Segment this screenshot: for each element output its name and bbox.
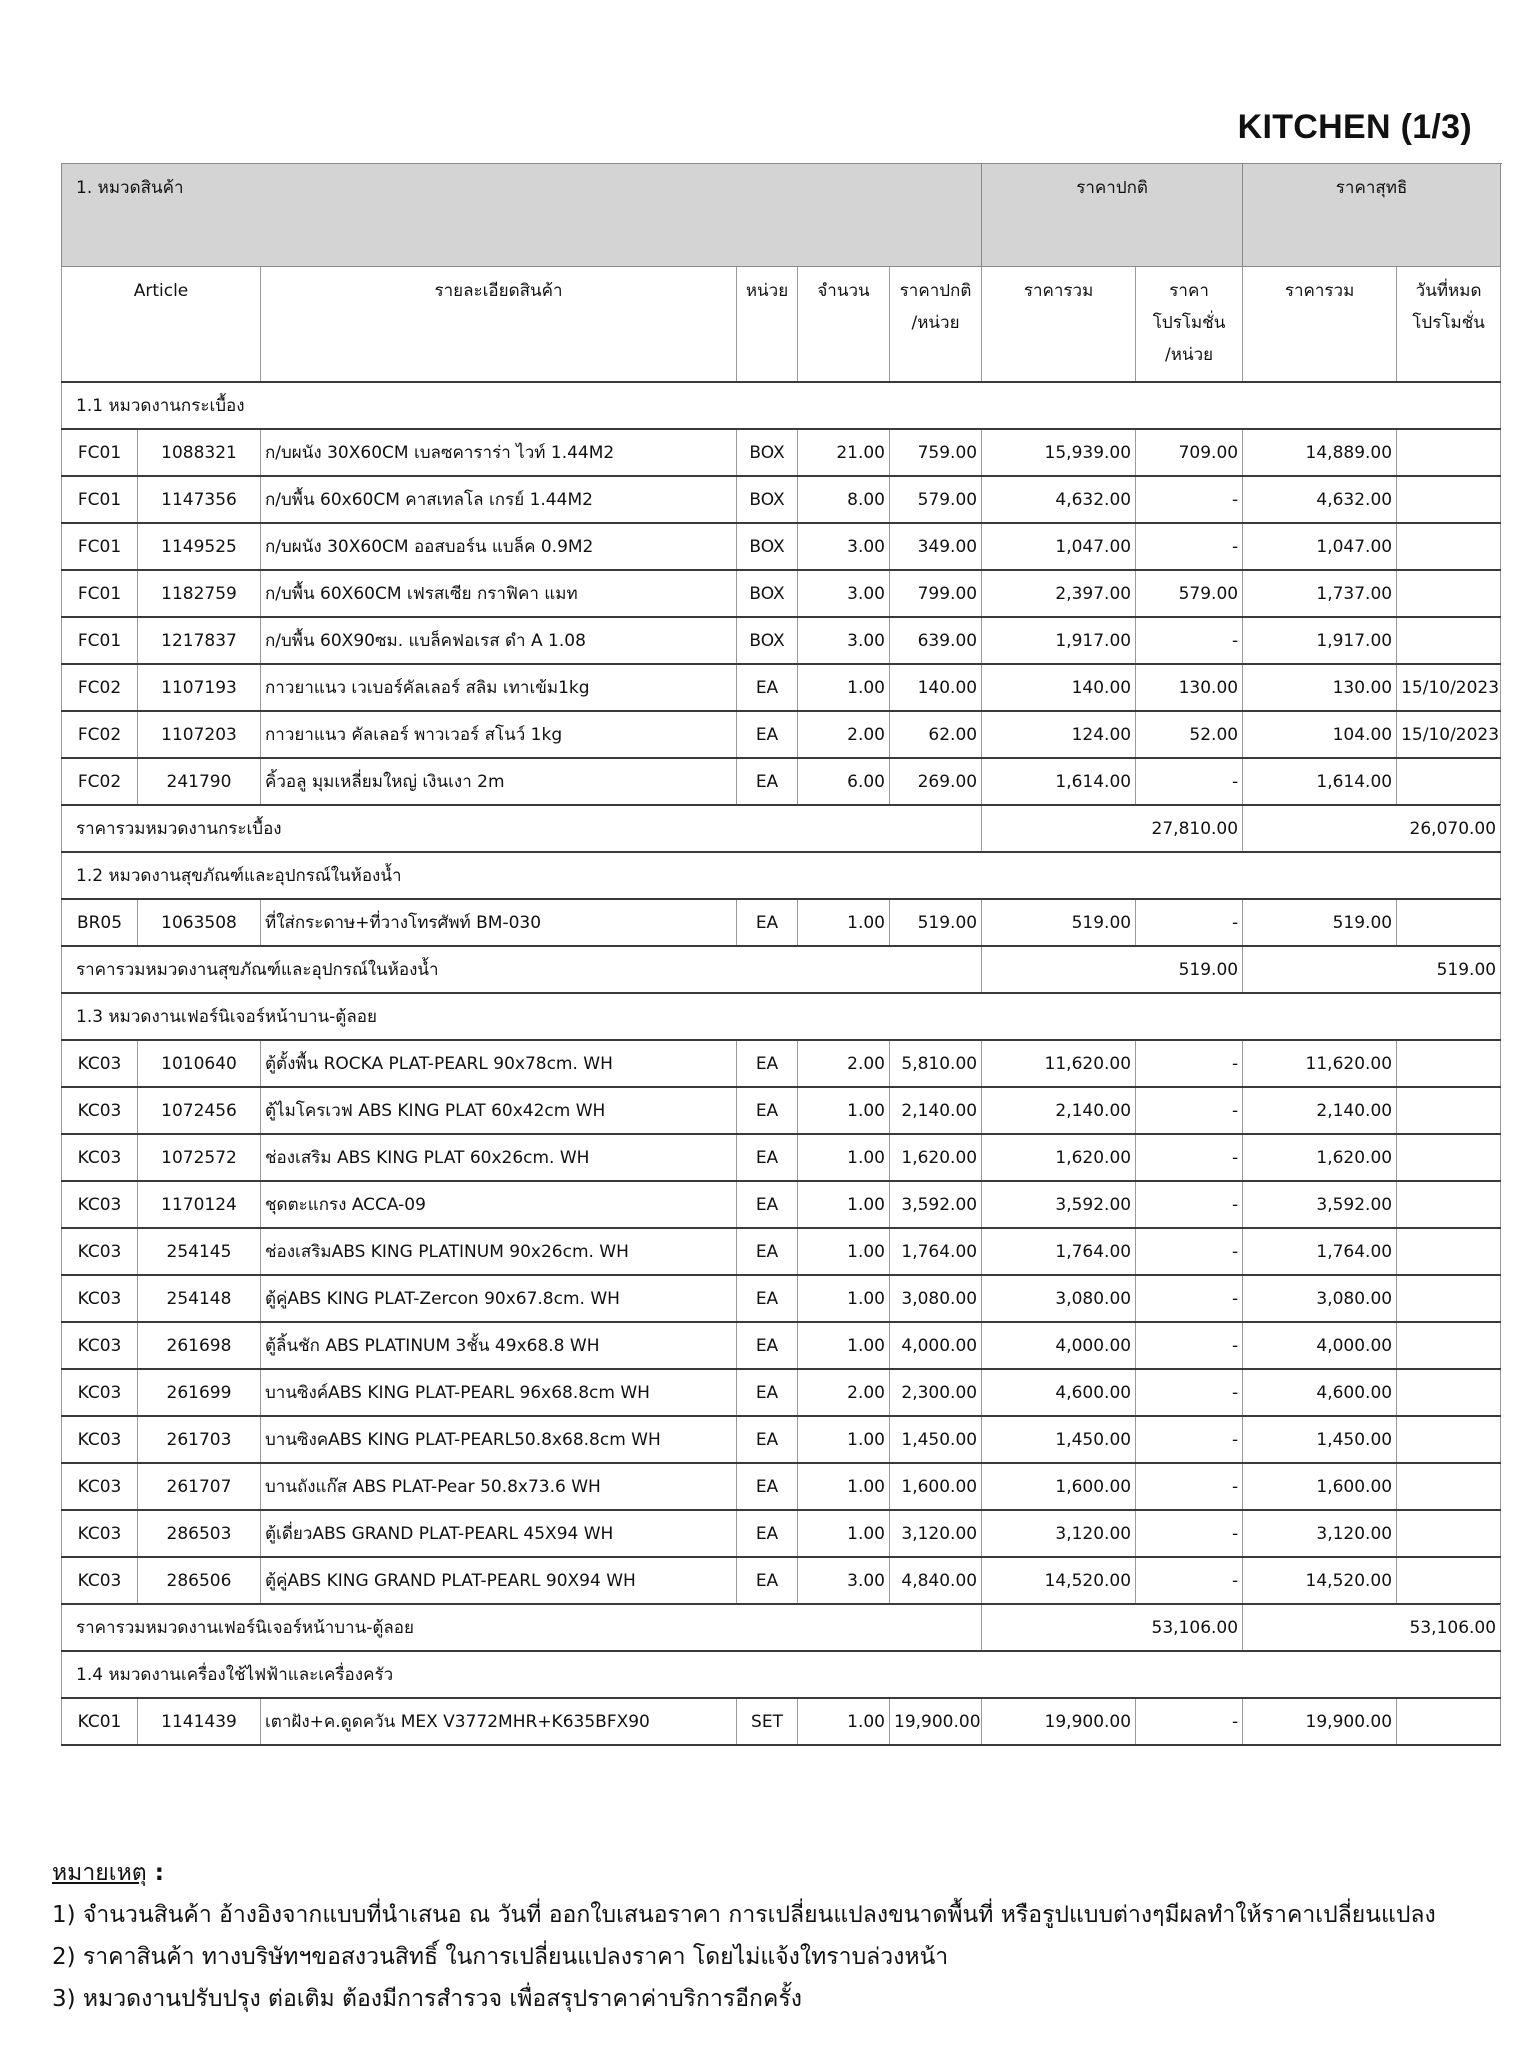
category-header: 1. หมวดสินค้า	[62, 164, 982, 267]
item-description: ก/บผนัง 30X60CM เบลซคาราร่า ไวท์ 1.44M2	[261, 429, 737, 476]
item-promo-price: -	[1136, 1698, 1243, 1745]
item-promo-price: -	[1136, 1510, 1243, 1557]
item-description: ตู้คู่ABS KING GRAND PLAT-PEARL 90X94 WH	[261, 1557, 737, 1604]
table-row	[62, 1181, 1501, 1228]
item-unit: EA	[737, 711, 798, 758]
item-description: กาวยาแนว เวเบอร์คัลเลอร์ สลิม เทาเข้ม1kg	[261, 664, 737, 711]
item-total: 19,900.00	[982, 1698, 1136, 1745]
subtotal-net: 519.00	[1243, 946, 1501, 993]
item-article: 1217837	[138, 617, 261, 664]
item-unit: EA	[737, 1134, 798, 1181]
item-promo-expire	[1397, 1181, 1501, 1228]
item-description: ก/บพื้น 60X90ซม. แบล็คฟอเรส ดำ A 1.08	[261, 617, 737, 664]
item-unit-price: 579.00	[890, 476, 982, 523]
item-promo-price: -	[1136, 1228, 1243, 1275]
item-promo-price: -	[1136, 1040, 1243, 1087]
item-code: FC01	[62, 617, 138, 664]
item-description: กาวยาแนว คัลเลอร์ พาวเวอร์ สโนว์ 1kg	[261, 711, 737, 758]
item-article: 1072572	[138, 1134, 261, 1181]
item-qty: 3.00	[798, 570, 890, 617]
table-row	[62, 523, 1501, 570]
item-total: 140.00	[982, 664, 1136, 711]
col-expire-line2: โปรโมชั่น	[1412, 313, 1485, 333]
item-unit-price: 349.00	[890, 523, 982, 570]
item-total: 14,520.00	[982, 1557, 1136, 1604]
table-row	[62, 1463, 1501, 1510]
col-article: Article	[62, 267, 261, 383]
col-promo-line1: ราคา	[1169, 281, 1209, 301]
item-qty: 21.00	[798, 429, 890, 476]
item-code: KC03	[62, 1134, 138, 1181]
item-code: KC03	[62, 1557, 138, 1604]
item-net-total: 19,900.00	[1243, 1698, 1397, 1745]
item-qty: 6.00	[798, 758, 890, 805]
item-promo-price: 52.00	[1136, 711, 1243, 758]
item-net-total: 1,764.00	[1243, 1228, 1397, 1275]
item-description: ตู้ไมโครเวฟ ABS KING PLAT 60x42cm WH	[261, 1087, 737, 1134]
category-row	[62, 852, 1501, 899]
item-article: 1141439	[138, 1698, 261, 1745]
item-description: ก/บผนัง 30X60CM ออสบอร์น แบล็ค 0.9M2	[261, 523, 737, 570]
item-code: KC03	[62, 1040, 138, 1087]
item-description: ช่องเสริมABS KING PLATINUM 90x26cm. WH	[261, 1228, 737, 1275]
item-article: 261699	[138, 1369, 261, 1416]
item-promo-expire	[1397, 1275, 1501, 1322]
item-net-total: 11,620.00	[1243, 1040, 1397, 1087]
item-promo-expire: 15/10/2023	[1397, 664, 1501, 711]
item-qty: 2.00	[798, 1040, 890, 1087]
item-unit: BOX	[737, 523, 798, 570]
col-net-total: ราคารวม	[1243, 267, 1397, 383]
item-qty: 3.00	[798, 1557, 890, 1604]
item-net-total: 3,592.00	[1243, 1181, 1397, 1228]
item-total: 124.00	[982, 711, 1136, 758]
item-promo-expire	[1397, 617, 1501, 664]
col-total: ราคารวม	[982, 267, 1136, 383]
column-header-row	[62, 267, 1501, 383]
item-article: 286503	[138, 1510, 261, 1557]
subtotal-label: ราคารวมหมวดงานเฟอร์นิเจอร์หน้าบาน-ตู้ลอย	[62, 1604, 982, 1651]
item-unit-price: 4,840.00	[890, 1557, 982, 1604]
item-net-total: 1,737.00	[1243, 570, 1397, 617]
item-unit: EA	[737, 1369, 798, 1416]
table-row	[62, 1040, 1501, 1087]
table-row	[62, 664, 1501, 711]
table-row	[62, 899, 1501, 946]
notes-heading: หมายเหตุ	[52, 1860, 147, 1886]
note-item: 2) ราคาสินค้า ทางบริษัทฯขอสงวนสิทธิ์ ในการเปลี่ยนแปลงราคา โดยไม่แจ้งใทราบล่วงหน้า	[52, 1944, 949, 1970]
item-qty: 1.00	[798, 1228, 890, 1275]
item-article: 241790	[138, 758, 261, 805]
item-qty: 1.00	[798, 1134, 890, 1181]
item-promo-price: -	[1136, 758, 1243, 805]
item-unit-price: 3,120.00	[890, 1510, 982, 1557]
item-promo-expire	[1397, 758, 1501, 805]
item-unit: BOX	[737, 617, 798, 664]
note-item: 1) จำนวนสินค้า อ้างอิงจากแบบที่นำเสนอ ณ วันที่ ออกใบเสนอราคา การเปลี่ยนแปลงขนาดพื้นที่ หรือรูปแบบต่างๆมีผลทำให้ราคาเปลี่ยนแปลง	[52, 1902, 1436, 1928]
item-description: คิ้วอลู มุมเหลี่ยมใหญ่ เงินเงา 2m	[261, 758, 737, 805]
item-promo-expire	[1397, 429, 1501, 476]
item-code: KC03	[62, 1087, 138, 1134]
item-promo-price: -	[1136, 1369, 1243, 1416]
table-row	[62, 476, 1501, 523]
item-promo-expire	[1397, 1463, 1501, 1510]
item-promo-price: -	[1136, 1275, 1243, 1322]
item-unit-price: 3,592.00	[890, 1181, 982, 1228]
item-article: 261698	[138, 1322, 261, 1369]
subtotal-total: 519.00	[982, 946, 1243, 993]
item-unit: EA	[737, 1557, 798, 1604]
table-row	[62, 1698, 1501, 1745]
table-row	[62, 1557, 1501, 1604]
table-row	[62, 1228, 1501, 1275]
item-description: เตาฝัง+ค.ดูดควัน MEX V3772MHR+K635BFX90	[261, 1698, 737, 1745]
item-promo-price: -	[1136, 1087, 1243, 1134]
col-promo-line3: /หน่วย	[1165, 345, 1214, 365]
item-unit: EA	[737, 1275, 798, 1322]
col-promo-line2: โปรโมชั่น	[1152, 313, 1226, 333]
item-unit: EA	[737, 1510, 798, 1557]
item-code: KC03	[62, 1322, 138, 1369]
item-code: FC02	[62, 664, 138, 711]
col-description: รายละเอียดสินค้า	[261, 267, 737, 383]
item-description: ตู้ลิ้นชัก ABS PLATINUM 3ชั้น 49x68.8 WH	[261, 1322, 737, 1369]
item-unit: BOX	[737, 429, 798, 476]
col-unit: หน่วย	[737, 267, 798, 383]
item-net-total: 3,120.00	[1243, 1510, 1397, 1557]
item-unit: EA	[737, 899, 798, 946]
item-unit-price: 799.00	[890, 570, 982, 617]
item-net-total: 14,889.00	[1243, 429, 1397, 476]
table-row	[62, 1275, 1501, 1322]
col-promo-price	[1136, 267, 1243, 383]
item-total: 1,600.00	[982, 1463, 1136, 1510]
item-unit: EA	[737, 1040, 798, 1087]
item-qty: 1.00	[798, 664, 890, 711]
item-promo-expire	[1397, 899, 1501, 946]
item-qty: 1.00	[798, 1698, 890, 1745]
subtotal-net: 53,106.00	[1243, 1604, 1501, 1651]
item-unit-price: 1,600.00	[890, 1463, 982, 1510]
item-code: FC01	[62, 476, 138, 523]
col-unit-price-line2: /หน่วย	[911, 313, 960, 333]
item-unit-price: 19,900.00	[890, 1698, 982, 1745]
item-qty: 3.00	[798, 617, 890, 664]
header-band	[62, 164, 1501, 267]
item-code: KC03	[62, 1228, 138, 1275]
item-net-total: 104.00	[1243, 711, 1397, 758]
item-net-total: 4,600.00	[1243, 1369, 1397, 1416]
item-promo-expire	[1397, 1557, 1501, 1604]
table-row	[62, 1134, 1501, 1181]
item-promo-price: -	[1136, 1557, 1243, 1604]
item-net-total: 14,520.00	[1243, 1557, 1397, 1604]
item-promo-price: 709.00	[1136, 429, 1243, 476]
category-row	[62, 993, 1501, 1040]
item-article: 254148	[138, 1275, 261, 1322]
subtotal-label: ราคารวมหมวดงานกระเบื้อง	[62, 805, 982, 852]
item-code: FC01	[62, 429, 138, 476]
item-total: 4,600.00	[982, 1369, 1136, 1416]
item-unit: EA	[737, 758, 798, 805]
table-row	[62, 1322, 1501, 1369]
item-total: 15,939.00	[982, 429, 1136, 476]
item-unit: EA	[737, 1087, 798, 1134]
item-qty: 1.00	[798, 1416, 890, 1463]
category-title: 1.3 หมวดงานเฟอร์นิเจอร์หน้าบาน-ตู้ลอย	[62, 993, 1501, 1040]
item-total: 4,632.00	[982, 476, 1136, 523]
category-row	[62, 382, 1501, 429]
item-promo-price: -	[1136, 1463, 1243, 1510]
normal-price-header: ราคาปกติ	[982, 164, 1243, 267]
item-unit: EA	[737, 664, 798, 711]
item-article: 261707	[138, 1463, 261, 1510]
item-code: KC03	[62, 1275, 138, 1322]
category-row	[62, 1651, 1501, 1698]
item-article: 1072456	[138, 1087, 261, 1134]
item-code: KC03	[62, 1181, 138, 1228]
item-net-total: 4,000.00	[1243, 1322, 1397, 1369]
item-promo-expire	[1397, 1228, 1501, 1275]
item-article: 1010640	[138, 1040, 261, 1087]
table-row	[62, 617, 1501, 664]
item-description: ชุดตะแกรง ACCA-09	[261, 1181, 737, 1228]
item-net-total: 3,080.00	[1243, 1275, 1397, 1322]
subtotal-total: 53,106.00	[982, 1604, 1243, 1651]
table-row	[62, 1369, 1501, 1416]
item-promo-price: -	[1136, 523, 1243, 570]
item-unit-price: 4,000.00	[890, 1322, 982, 1369]
item-code: FC01	[62, 523, 138, 570]
item-promo-price: -	[1136, 476, 1243, 523]
item-net-total: 1,614.00	[1243, 758, 1397, 805]
item-description: ก/บพื้น 60x60CM คาสเทลโล เกรย์ 1.44M2	[261, 476, 737, 523]
item-total: 1,450.00	[982, 1416, 1136, 1463]
table-row	[62, 711, 1501, 758]
item-article: 286506	[138, 1557, 261, 1604]
item-unit-price: 519.00	[890, 899, 982, 946]
item-unit-price: 639.00	[890, 617, 982, 664]
subtotal-label: ราคารวมหมวดงานสุขภัณฑ์และอุปกรณ์ในห้องน้ำ	[62, 946, 982, 993]
notes	[52, 1852, 1436, 2020]
item-description: ตู้ตั้งพื้น ROCKA PLAT-PEARL 90x78cm. WH	[261, 1040, 737, 1087]
quotation-table	[61, 163, 1501, 1746]
item-unit-price: 2,140.00	[890, 1087, 982, 1134]
item-qty: 1.00	[798, 1510, 890, 1557]
item-unit-price: 5,810.00	[890, 1040, 982, 1087]
item-promo-price: -	[1136, 1134, 1243, 1181]
subtotal-total: 27,810.00	[982, 805, 1243, 852]
item-promo-expire	[1397, 1416, 1501, 1463]
item-unit: EA	[737, 1181, 798, 1228]
item-total: 2,140.00	[982, 1087, 1136, 1134]
item-promo-expire	[1397, 1040, 1501, 1087]
item-unit-price: 3,080.00	[890, 1275, 982, 1322]
item-unit-price: 1,450.00	[890, 1416, 982, 1463]
item-code: KC03	[62, 1369, 138, 1416]
col-unit-price-line1: ราคาปกติ	[899, 281, 972, 301]
item-qty: 1.00	[798, 1275, 890, 1322]
item-unit-price: 1,620.00	[890, 1134, 982, 1181]
item-net-total: 2,140.00	[1243, 1087, 1397, 1134]
item-description: บานถังแก๊ส ABS PLAT-Pear 50.8x73.6 WH	[261, 1463, 737, 1510]
category-title: 1.2 หมวดงานสุขภัณฑ์และอุปกรณ์ในห้องน้ำ	[62, 852, 1501, 899]
col-unit-price	[890, 267, 982, 383]
item-promo-expire	[1397, 1134, 1501, 1181]
item-qty: 3.00	[798, 523, 890, 570]
item-article: 1149525	[138, 523, 261, 570]
item-promo-price: -	[1136, 617, 1243, 664]
item-promo-expire	[1397, 476, 1501, 523]
item-code: KC03	[62, 1416, 138, 1463]
item-total: 1,620.00	[982, 1134, 1136, 1181]
item-article: 1147356	[138, 476, 261, 523]
item-promo-price: -	[1136, 1416, 1243, 1463]
item-unit: SET	[737, 1698, 798, 1745]
item-promo-expire	[1397, 1369, 1501, 1416]
item-code: KC03	[62, 1463, 138, 1510]
item-total: 3,080.00	[982, 1275, 1136, 1322]
item-unit-price: 269.00	[890, 758, 982, 805]
item-description: ตู้เดี่ยวABS GRAND PLAT-PEARL 45X94 WH	[261, 1510, 737, 1557]
item-net-total: 1,600.00	[1243, 1463, 1397, 1510]
item-net-total: 4,632.00	[1243, 476, 1397, 523]
item-promo-expire	[1397, 523, 1501, 570]
table-row	[62, 570, 1501, 617]
item-promo-expire	[1397, 1322, 1501, 1369]
item-article: 261703	[138, 1416, 261, 1463]
item-qty: 1.00	[798, 1322, 890, 1369]
item-qty: 1.00	[798, 1463, 890, 1510]
table-row	[62, 1087, 1501, 1134]
item-code: FC01	[62, 570, 138, 617]
item-description: ช่องเสริม ABS KING PLAT 60x26cm. WH	[261, 1134, 737, 1181]
item-qty: 1.00	[798, 1181, 890, 1228]
item-code: KC01	[62, 1698, 138, 1745]
subtotal-row	[62, 805, 1501, 852]
item-promo-expire: 15/10/2023	[1397, 711, 1501, 758]
item-article: 1182759	[138, 570, 261, 617]
item-code: BR05	[62, 899, 138, 946]
item-total: 519.00	[982, 899, 1136, 946]
item-total: 11,620.00	[982, 1040, 1136, 1087]
item-code: FC02	[62, 758, 138, 805]
item-promo-price: 579.00	[1136, 570, 1243, 617]
item-promo-price: -	[1136, 1322, 1243, 1369]
item-promo-price: 130.00	[1136, 664, 1243, 711]
table-row	[62, 758, 1501, 805]
item-qty: 1.00	[798, 1087, 890, 1134]
item-qty: 2.00	[798, 1369, 890, 1416]
item-unit-price: 62.00	[890, 711, 982, 758]
item-total: 1,764.00	[982, 1228, 1136, 1275]
col-expire-line1: วันที่หมด	[1415, 281, 1482, 301]
subtotal-row	[62, 946, 1501, 993]
net-price-header: ราคาสุทธิ	[1243, 164, 1501, 267]
table-row	[62, 1510, 1501, 1557]
item-unit: EA	[737, 1463, 798, 1510]
note-item: 3) หมวดงานปรับปรุง ต่อเติม ต้องมีการสำรวจ เพื่อสรุปราคาค่าบริการอีกครั้ง	[52, 1986, 802, 2012]
item-promo-expire	[1397, 1087, 1501, 1134]
item-promo-expire	[1397, 570, 1501, 617]
notes-heading-line	[52, 1852, 1436, 1894]
item-net-total: 1,450.00	[1243, 1416, 1397, 1463]
item-unit: BOX	[737, 570, 798, 617]
table-row	[62, 429, 1501, 476]
item-net-total: 1,917.00	[1243, 617, 1397, 664]
item-promo-expire	[1397, 1510, 1501, 1557]
item-article: 1107203	[138, 711, 261, 758]
item-article: 1088321	[138, 429, 261, 476]
item-unit-price: 1,764.00	[890, 1228, 982, 1275]
subtotal-net: 26,070.00	[1243, 805, 1501, 852]
item-code: FC02	[62, 711, 138, 758]
item-total: 1,917.00	[982, 617, 1136, 664]
item-net-total: 1,047.00	[1243, 523, 1397, 570]
item-description: บานซิงคABS KING PLAT-PEARL50.8x68.8cm WH	[261, 1416, 737, 1463]
item-total: 3,120.00	[982, 1510, 1136, 1557]
item-qty: 8.00	[798, 476, 890, 523]
item-unit-price: 140.00	[890, 664, 982, 711]
item-net-total: 130.00	[1243, 664, 1397, 711]
item-promo-price: -	[1136, 1181, 1243, 1228]
item-total: 1,614.00	[982, 758, 1136, 805]
item-article: 1063508	[138, 899, 261, 946]
item-net-total: 519.00	[1243, 899, 1397, 946]
item-description: บานซิงค์ABS KING PLAT-PEARL 96x68.8cm WH	[261, 1369, 737, 1416]
item-description: ตู้คู่ABS KING PLAT-Zercon 90x67.8cm. WH	[261, 1275, 737, 1322]
item-promo-expire	[1397, 1698, 1501, 1745]
page-title: KITCHEN (1/3)	[1237, 108, 1472, 146]
item-promo-price: -	[1136, 899, 1243, 946]
item-unit: EA	[737, 1416, 798, 1463]
item-description: ก/บพื้น 60X60CM เฟรสเซีย กราฟิคา แมท	[261, 570, 737, 617]
item-unit: EA	[737, 1322, 798, 1369]
item-unit: BOX	[737, 476, 798, 523]
item-net-total: 1,620.00	[1243, 1134, 1397, 1181]
col-promo-expire	[1397, 267, 1501, 383]
item-unit: EA	[737, 1228, 798, 1275]
notes-colon: :	[146, 1860, 164, 1886]
item-total: 3,592.00	[982, 1181, 1136, 1228]
item-article: 1107193	[138, 664, 261, 711]
item-code: KC03	[62, 1510, 138, 1557]
subtotal-row	[62, 1604, 1501, 1651]
item-article: 1170124	[138, 1181, 261, 1228]
col-qty: จำนวน	[798, 267, 890, 383]
item-total: 1,047.00	[982, 523, 1136, 570]
item-total: 2,397.00	[982, 570, 1136, 617]
item-description: ที่ใส่กระดาษ+ที่วางโทรศัพท์ BM-030	[261, 899, 737, 946]
item-qty: 2.00	[798, 711, 890, 758]
table-row	[62, 1416, 1501, 1463]
category-title: 1.4 หมวดงานเครื่องใช้ไฟฟ้าและเครื่องครัว	[62, 1651, 1501, 1698]
item-unit-price: 2,300.00	[890, 1369, 982, 1416]
item-article: 254145	[138, 1228, 261, 1275]
item-unit-price: 759.00	[890, 429, 982, 476]
item-qty: 1.00	[798, 899, 890, 946]
category-title: 1.1 หมวดงานกระเบื้อง	[62, 382, 1501, 429]
item-total: 4,000.00	[982, 1322, 1136, 1369]
